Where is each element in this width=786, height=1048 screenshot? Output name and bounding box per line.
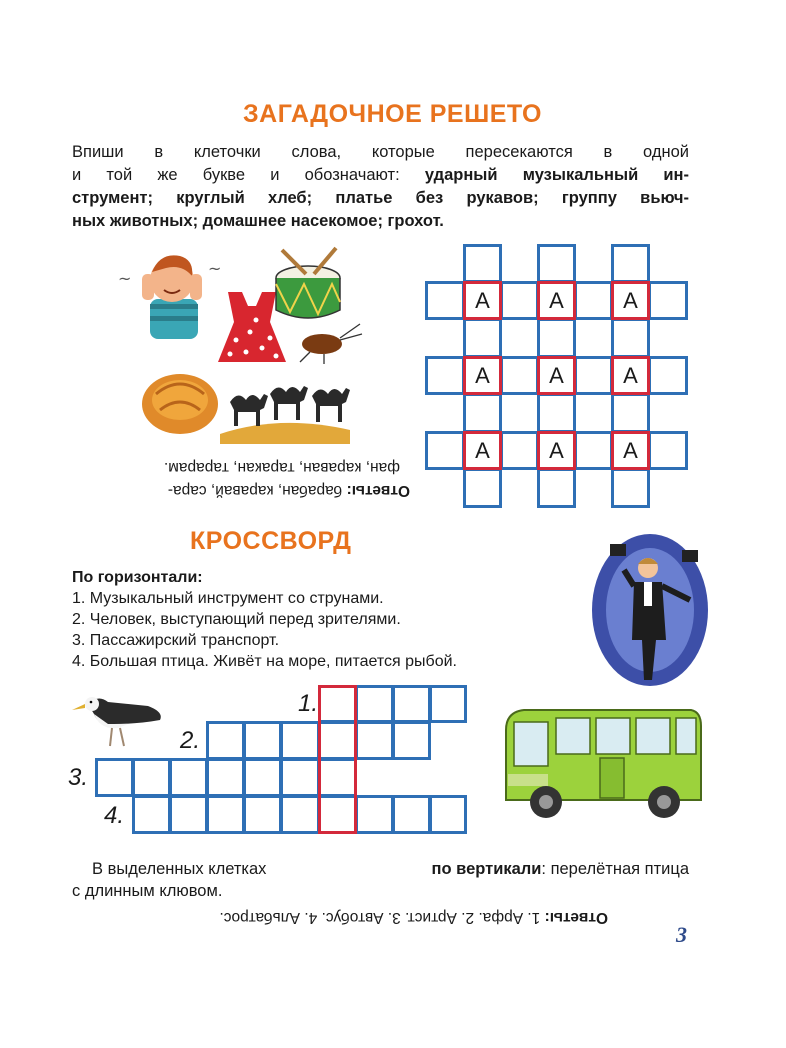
sieve-cell[interactable] [574,431,613,470]
clue-item: 2. Человек, выступающий перед зрителями. [72,611,401,628]
clue-item: 4. Большая птица. Живёт на море, питается рыбой. [72,653,457,670]
sieve-cell[interactable] [463,318,502,358]
sieve-cell[interactable] [574,281,613,320]
crossword-cell[interactable] [206,721,245,760]
sieve-cell[interactable] [537,393,576,433]
sieve-cell[interactable] [537,468,576,508]
sieve-cell[interactable] [463,393,502,433]
clue-item: 1. Музыкальный инструмент со струнами. [72,590,384,607]
riddle-line-2a: и той же букве и обозначают: [72,166,400,184]
crossword-cell[interactable] [169,795,208,834]
crossword-cell[interactable] [355,721,394,760]
vertical-clue-text [72,858,689,902]
bus-illustration [496,700,706,830]
vertical-clue-part2: : перелётная птица [541,860,689,878]
riddle-line-2b: ударный музыкальный ин- [424,166,689,184]
sieve-cell[interactable] [611,318,650,358]
horizontal-heading: По горизонтали: [72,569,203,586]
section-title-crossword: КРОССВОРД [190,527,352,555]
crossword-cell[interactable] [429,795,467,834]
crossword-number: 1. [298,690,319,717]
crossword-cell[interactable] [243,795,282,834]
sieve-cell[interactable] [500,431,539,470]
crossword-cell[interactable] [355,795,394,834]
sieve-letter: А [623,363,638,388]
sieve-cell[interactable] [537,244,576,283]
crossword-cell[interactable] [132,758,171,797]
sieve-cell[interactable] [611,244,650,283]
crossword-cell[interactable] [392,721,431,760]
crossword-number: 4. [104,802,125,829]
sieve-cell[interactable] [425,356,465,395]
page-number: 3 [676,922,687,947]
sieve-cell[interactable] [648,281,688,320]
vertical-clue-line-2: с длинным клювом. [72,882,223,900]
riddle-illustrations [110,244,370,464]
crossword-number: 2. [180,727,201,754]
crossword-cell[interactable] [206,758,245,797]
crossword-cell[interactable] [95,758,134,797]
drum-icon [276,248,340,318]
crossword-cell[interactable] [243,721,282,760]
sieve-cell[interactable] [425,281,465,320]
riddle-line-2 [72,164,689,187]
crossword-cell[interactable] [280,721,320,760]
camel-caravan-icon [220,386,350,444]
sieve-cell[interactable] [500,281,539,320]
crossword-cell[interactable] [280,758,320,797]
cockroach-icon [300,324,362,364]
sieve-letter: А [475,363,490,388]
sieve-cell[interactable] [611,468,650,508]
crossword-cell[interactable] [355,685,394,723]
crossword-cell[interactable] [280,795,320,834]
vertical-clue-part1: В выделенных клетках [92,860,267,878]
sieve-cell[interactable] [463,244,502,283]
riddle-line-3: струмент; круглый хлеб; платье без рукавов; группу вьюч- [72,189,689,207]
riddle-answer-rotated [80,456,410,502]
sieve-letter: А [623,288,638,313]
bus-icon [506,710,701,818]
crossword-cell[interactable] [132,795,171,834]
sieve-letter: А [549,288,564,313]
crossword-answer-text: 1. Арфа. 2. Артист. 3. Автобус. 4. Альбатрос. [219,909,541,926]
riddle-instructions [72,141,689,233]
crossword-cell[interactable] [392,685,431,723]
crossword-cell[interactable] [243,758,282,797]
sieve-grid [425,244,690,510]
boy-covering-ears-icon [118,255,221,339]
riddle-answer-line-2: фан, караван, таракан, тарарам. [163,459,400,476]
sieve-cell[interactable] [574,356,613,395]
sieve-cell[interactable] [463,468,502,508]
sieve-cell[interactable] [500,356,539,395]
sieve-cell[interactable] [611,393,650,433]
crossword-answer-rotated [88,906,608,929]
crossword-grid [60,684,480,844]
sieve-cell[interactable] [648,431,688,470]
crossword-number: 3. [68,764,89,791]
sieve-letter: А [623,438,638,463]
clue-item: 3. Пассажирский транспорт. [72,632,280,649]
round-bread-icon [142,374,218,434]
section-title-riddle-sieve: ЗАГАДОЧНОЕ РЕШЕТО [243,100,542,128]
sieve-letter: А [549,438,564,463]
crossword-vertical-highlight [318,685,357,834]
riddle-answer-line-1 [80,479,410,502]
sieve-cell[interactable] [425,431,465,470]
crossword-answer-label: Ответы: [544,909,608,926]
sieve-cell[interactable] [537,318,576,358]
vertical-clue-mid [432,858,689,880]
clue-list [72,588,457,672]
performer-illustration [590,530,720,690]
crossword-cell[interactable] [429,685,467,723]
sieve-cell[interactable] [648,356,688,395]
vertical-clue-line-1 [72,858,689,880]
svg-text:~: ~ [118,269,132,288]
sieve-letter: А [549,363,564,388]
crossword-cell[interactable] [206,795,245,834]
svg-text:~: ~ [208,259,222,278]
riddle-answer-text-1: барабан, каравай, сара- [167,482,343,499]
crossword-cell[interactable] [392,795,431,834]
vertical-clue-bold: по вертикали [431,860,542,878]
crossword-cell[interactable] [169,758,208,797]
riddle-line-1: Впиши в клеточки слова, которые пересекаются в одной [72,143,689,161]
riddle-line-4: ных животных; домашнее насекомое; грохот. [72,212,444,230]
sieve-letter: А [475,288,490,313]
sieve-letter: А [475,438,490,463]
riddle-answer-label: Ответы: [346,482,410,499]
